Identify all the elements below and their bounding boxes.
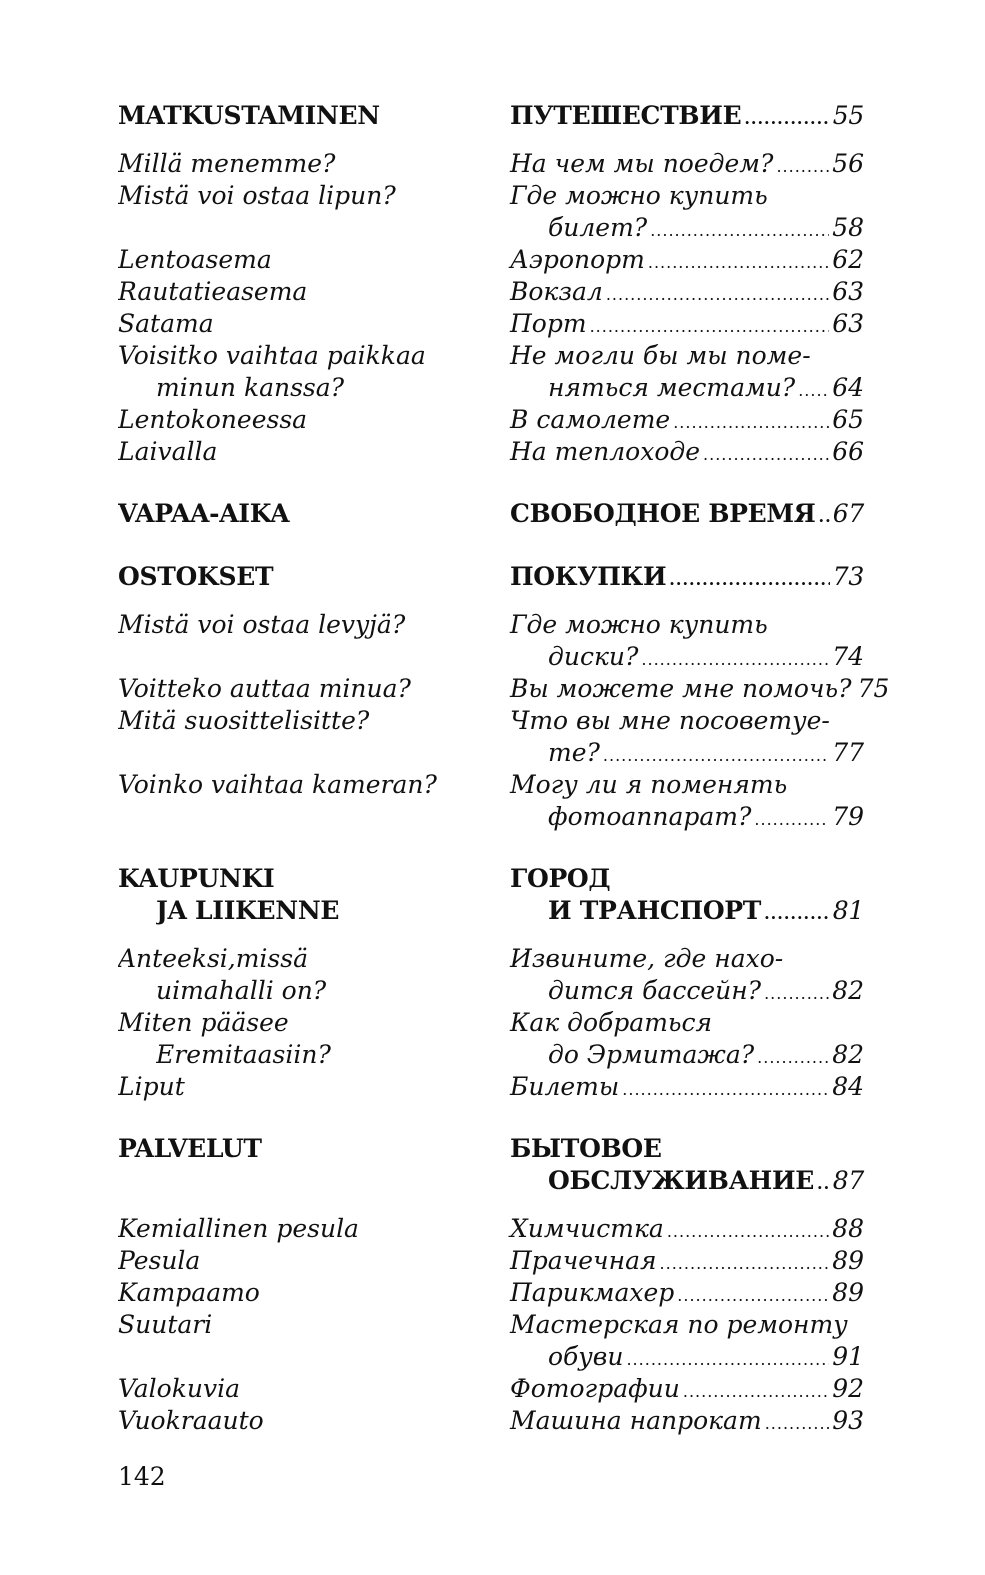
page-ref: 87 bbox=[832, 1166, 864, 1195]
entry-ru bbox=[548, 975, 864, 1007]
entry-fi: Kampaamo bbox=[118, 1278, 260, 1307]
leader-dots bbox=[673, 407, 829, 439]
entry-ru bbox=[548, 372, 864, 404]
section-heading-ru bbox=[548, 895, 864, 927]
leader-dots bbox=[648, 247, 829, 279]
entry-ru-text: Фотографии bbox=[510, 1374, 680, 1403]
section-heading-ru bbox=[510, 561, 864, 593]
page-ref: 66 bbox=[832, 437, 864, 466]
entry-ru-text: дится бассейн? bbox=[548, 976, 762, 1005]
entry-ru-text: Билеты bbox=[510, 1072, 620, 1101]
section-heading-fi: MATKUSTAMINEN bbox=[118, 101, 380, 130]
entry-fi: Laivalla bbox=[118, 437, 218, 466]
page-ref: 75 bbox=[857, 674, 890, 703]
leader-dots bbox=[626, 1344, 829, 1376]
entry-ru-text: Аэропорт bbox=[510, 245, 645, 274]
entry-ru bbox=[510, 340, 864, 372]
leader-dots bbox=[603, 740, 829, 772]
entry-ru bbox=[510, 308, 864, 340]
leader-dots bbox=[641, 644, 829, 676]
entry-ru bbox=[510, 1373, 864, 1405]
entry-fi: Pesula bbox=[118, 1246, 201, 1275]
entry-fi: Eremitaasiin? bbox=[156, 1040, 331, 1069]
page-ref: 91 bbox=[832, 1342, 864, 1371]
entry-ru bbox=[510, 1309, 864, 1341]
entry-ru-text: Парикмахер bbox=[510, 1278, 675, 1307]
entry-ru-text: фотоаппарат? bbox=[548, 802, 752, 831]
page-ref: 93 bbox=[832, 1406, 864, 1435]
leader-dots bbox=[683, 1376, 829, 1408]
entry-ru bbox=[510, 1213, 864, 1245]
entry-fi: Mistä voi ostaa lipun? bbox=[118, 181, 396, 210]
entry-ru-text: ГОРОД bbox=[510, 864, 611, 893]
entry-ru bbox=[548, 641, 864, 673]
entry-ru bbox=[510, 705, 864, 737]
page-ref: 64 bbox=[832, 373, 864, 402]
section-heading-ru bbox=[510, 498, 864, 530]
entry-fi: Lentoasema bbox=[118, 245, 272, 274]
leader-dots bbox=[764, 978, 829, 1010]
page-ref: 84 bbox=[832, 1072, 864, 1101]
leader-dots bbox=[703, 439, 829, 471]
entry-ru bbox=[510, 1277, 864, 1309]
entry-ru-text: Как добраться bbox=[510, 1008, 713, 1037]
entry-ru-text: Где можно купить bbox=[510, 610, 768, 639]
section-heading-ru bbox=[510, 1133, 864, 1165]
page-ref: 63 bbox=[832, 277, 864, 306]
leader-dots bbox=[757, 1042, 829, 1074]
leader-dots bbox=[677, 1280, 829, 1312]
entry-fi: Voitteko auttaa minua? bbox=[118, 674, 411, 703]
entry-ru-text: На чем мы поедем? bbox=[510, 149, 774, 178]
entry-ru bbox=[510, 404, 864, 436]
entry-ru-text: диски? bbox=[548, 642, 639, 671]
entry-ru bbox=[510, 276, 864, 308]
entry-ru bbox=[548, 1341, 864, 1373]
entry-fi: Lentokoneessa bbox=[118, 405, 308, 434]
entry-ru-text: Не могли бы мы поме- bbox=[510, 341, 811, 370]
leader-dots bbox=[667, 1216, 829, 1248]
section-heading-fi: OSTOKSET bbox=[118, 562, 274, 591]
leader-dots bbox=[744, 103, 829, 135]
entry-ru-text: Где можно купить bbox=[510, 181, 768, 210]
leader-dots bbox=[764, 898, 830, 930]
section-heading-fi: JA LIIKENNE bbox=[156, 896, 340, 925]
entry-ru-text: до Эрмитажа? bbox=[548, 1040, 755, 1069]
page-ref: 55 bbox=[832, 101, 864, 130]
entry-fi: Millä menemme? bbox=[118, 149, 336, 178]
entry-fi: Satama bbox=[118, 309, 214, 338]
entry-ru-text: СВОБОДНОЕ ВРЕМЯ bbox=[510, 499, 816, 528]
entry-ru-text: Химчистка bbox=[510, 1214, 664, 1243]
section-heading-ru bbox=[510, 863, 864, 895]
page-ref: 56 bbox=[832, 149, 864, 178]
entry-ru-text: И ТРАНСПОРТ bbox=[548, 896, 762, 925]
leader-dots bbox=[819, 501, 830, 533]
page-ref: 92 bbox=[832, 1374, 864, 1403]
page-ref: 73 bbox=[832, 562, 864, 591]
leader-dots bbox=[798, 375, 829, 407]
entry-ru-text: няться местами? bbox=[548, 373, 796, 402]
section-heading-fi: VAPAA-AIKA bbox=[118, 499, 290, 528]
leader-dots bbox=[650, 215, 829, 247]
entry-ru-text: Извините, где нахо- bbox=[510, 944, 784, 973]
page-ref: 89 bbox=[832, 1278, 864, 1307]
entry-ru bbox=[510, 180, 864, 212]
entry-fi: Voisitko vaihtaa paikkaa bbox=[118, 341, 426, 370]
page-ref: 65 bbox=[832, 405, 864, 434]
page-ref: 58 bbox=[832, 213, 864, 242]
entry-fi: Voinko vaihtaa kameran? bbox=[118, 770, 437, 799]
page-ref: 74 bbox=[832, 642, 864, 671]
page-ref: 79 bbox=[832, 802, 864, 831]
entry-ru bbox=[510, 1245, 864, 1277]
entry-ru-text: Прачечная bbox=[510, 1246, 657, 1275]
entry-ru bbox=[510, 148, 864, 180]
entry-ru bbox=[510, 609, 864, 641]
page-ref: 82 bbox=[832, 1040, 864, 1069]
entry-ru-text: Порт bbox=[510, 309, 587, 338]
leader-dots bbox=[622, 1074, 829, 1106]
entry-ru-text: ОБСЛУЖИВАНИЕ bbox=[548, 1166, 815, 1195]
entry-ru-text: Машина напрокат bbox=[510, 1406, 762, 1435]
entry-ru-text: На теплоходе bbox=[510, 437, 701, 466]
entry-ru bbox=[510, 244, 864, 276]
entry-ru-text: билет? bbox=[548, 213, 648, 242]
entry-ru bbox=[548, 212, 864, 244]
section-heading-ru bbox=[548, 1165, 864, 1197]
entry-ru-text: Вы можете мне помочь? bbox=[510, 674, 852, 703]
entry-fi: Mitä suosittelisitte? bbox=[118, 706, 370, 735]
leader-dots bbox=[754, 804, 829, 836]
entry-fi: Liput bbox=[118, 1072, 185, 1101]
page-ref: 89 bbox=[832, 1246, 864, 1275]
entry-ru-text: Мастерская по ремонту bbox=[510, 1310, 848, 1339]
leader-dots bbox=[765, 1408, 830, 1440]
entry-fi: Kemiallinen pesula bbox=[118, 1214, 359, 1243]
leader-dots bbox=[669, 564, 829, 596]
entry-fi: Anteeksi,missä bbox=[118, 944, 308, 973]
entry-ru bbox=[510, 673, 890, 705]
entry-ru bbox=[510, 1071, 864, 1103]
page-ref: 82 bbox=[832, 976, 864, 1005]
entry-ru bbox=[548, 801, 864, 833]
page-ref: 67 bbox=[832, 499, 864, 528]
entry-ru-text: БЫТОВОЕ bbox=[510, 1134, 662, 1163]
entry-ru bbox=[548, 1039, 864, 1071]
page-ref: 88 bbox=[832, 1214, 864, 1243]
entry-ru bbox=[510, 1007, 864, 1039]
page-ref: 63 bbox=[832, 309, 864, 338]
entry-fi: minun kanssa? bbox=[156, 373, 345, 402]
leader-dots bbox=[606, 279, 829, 311]
entry-fi: Mistä voi ostaa levyjä? bbox=[118, 610, 406, 639]
entry-fi: Rautatieasema bbox=[118, 277, 308, 306]
entry-ru bbox=[510, 436, 864, 468]
entry-fi: Valokuvia bbox=[118, 1374, 240, 1403]
leader-dots bbox=[817, 1168, 830, 1200]
entry-ru-text: ПУТЕШЕСТВИЕ bbox=[510, 101, 742, 130]
entry-ru-text: Могу ли я поменять bbox=[510, 770, 788, 799]
leader-dots bbox=[776, 151, 829, 183]
page-ref: 62 bbox=[832, 245, 864, 274]
section-heading-fi: PALVELUT bbox=[118, 1134, 262, 1163]
section-heading-ru bbox=[510, 100, 864, 132]
entry-ru-text: обуви bbox=[548, 1342, 624, 1371]
entry-ru bbox=[510, 943, 864, 975]
entry-ru-text: Что вы мне посоветуе- bbox=[510, 706, 830, 735]
entry-ru-text: Вокзал bbox=[510, 277, 603, 306]
entry-fi: uimahalli on? bbox=[156, 976, 327, 1005]
page-ref: 81 bbox=[832, 896, 864, 925]
entry-ru bbox=[510, 769, 864, 801]
entry-ru bbox=[548, 737, 864, 769]
entry-ru bbox=[510, 1405, 864, 1437]
entry-fi: Miten pääsee bbox=[118, 1008, 289, 1037]
entry-ru-text: те? bbox=[548, 738, 600, 767]
entry-fi: Vuokraauto bbox=[118, 1406, 264, 1435]
leader-dots bbox=[660, 1248, 830, 1280]
entry-fi: Suutari bbox=[118, 1310, 213, 1339]
page-ref: 77 bbox=[832, 738, 864, 767]
entry-ru-text: В самолете bbox=[510, 405, 671, 434]
entry-ru-text: ПОКУПКИ bbox=[510, 562, 667, 591]
page-number: 142 bbox=[118, 1462, 166, 1491]
leader-dots bbox=[590, 311, 830, 343]
section-heading-fi: KAUPUNKI bbox=[118, 864, 275, 893]
